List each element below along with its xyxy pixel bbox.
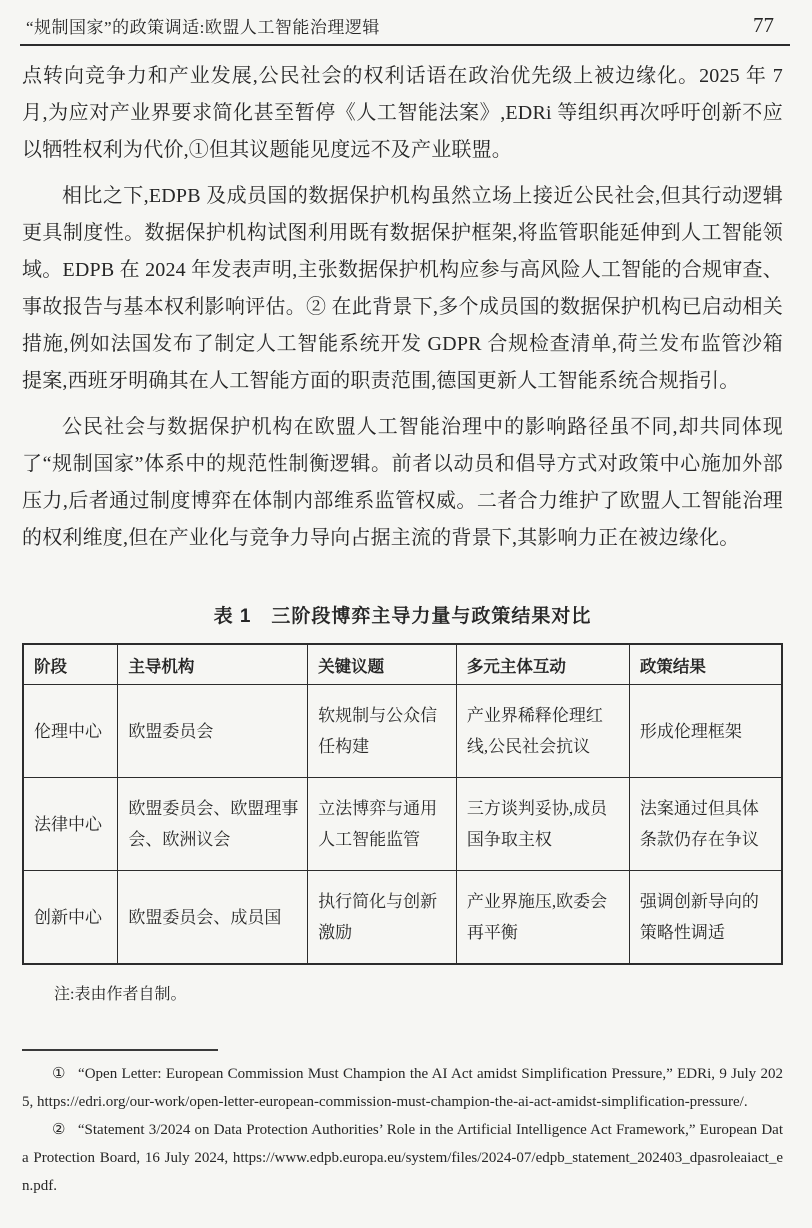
running-head: [20, 0, 790, 46]
column-header: 阶段: [23, 644, 118, 685]
table-cell: 产业界稀释伦理红线,公民社会抗议: [456, 685, 629, 778]
article-body: [0, 46, 812, 557]
paragraph: 相比之下,EDPB 及成员国的数据保护机构虽然立场上接近公民社会,但其行动逻辑更具制度性。数据保护机构试图利用既有数据保护框架,将监管职能延伸到人工智能领域。EDPB 在 2024 年发表声明,主张数据保护机构应参与高风险人工智能的合规审查、事故报告与基本权利影响评估。② 在此背景下,多个成员国的数据保护机构已启动相关措施,例如法国发布了制定人工智能系统开发 GDPR 合规检查清单,荷兰发布监管沙箱提案,西班牙明确其在人工智能方面的职责范围,德国更新人工智能系统合规指引。: [22, 185, 783, 392]
table-note: 注:表由作者自制。: [54, 986, 187, 1003]
footnote: [22, 1116, 783, 1200]
table-block: [0, 601, 812, 1004]
footnote-marker: ①: [52, 1066, 67, 1082]
table-cell: 执行简化与创新激励: [308, 871, 457, 965]
running-head-title: “规制国家”的政策调适:欧盟人工智能治理逻辑: [26, 18, 380, 37]
table-cell: 欧盟委员会、成员国: [118, 871, 308, 965]
table-cell: 欧盟委员会、欧盟理事会、欧洲议会: [118, 778, 308, 871]
column-header: 主导机构: [118, 644, 308, 685]
table-cell: 三方谈判妥协,成员国争取主权: [456, 778, 629, 871]
table-cell: 立法博弈与通用人工智能监管: [308, 778, 457, 871]
table-cell: 强调创新导向的策略性调适: [629, 871, 782, 965]
paragraph: 公民社会与数据保护机构在欧盟人工智能治理中的影响路径虽不同,却共同体现了“规制国家”体系中的规范性制衡逻辑。前者以动员和倡导方式对政策中心施加外部压力,后者通过制度博弈在体制内部维系监管权威。二者合力维护了欧盟人工智能治理的权利维度,但在产业化与竞争力导向占据主流的背景下,其影响力正在被边缘化。: [22, 416, 783, 549]
footnote: [22, 1060, 783, 1116]
table-cell: 伦理中心: [23, 685, 118, 778]
table-cell: 欧盟委员会: [118, 685, 308, 778]
table-header-row: [23, 644, 782, 685]
table-cell: 创新中心: [23, 871, 118, 965]
paragraph-continuation: 点转向竞争力和产业发展,公民社会的权利话语在政治优先级上被边缘化。2025 年 7 月,为应对产业界要求简化甚至暂停《人工智能法案》,EDRi 等组织再次呼吁创新不应以牺牲权利为代价,①但其议题能见度远不及产业联盟。: [22, 65, 783, 161]
column-header: 关键议题: [308, 644, 457, 685]
table-row: [23, 778, 782, 871]
footnotes-section: [22, 1049, 783, 1200]
table-cell: 形成伦理框架: [629, 685, 782, 778]
table-row: [23, 871, 782, 965]
table-caption: 表 1 三阶段博弈主导力量与政策结果对比: [213, 606, 592, 627]
column-header: 多元主体互动: [456, 644, 629, 685]
table-cell: 法律中心: [23, 778, 118, 871]
page-number: 77: [753, 13, 774, 37]
column-header: 政策结果: [629, 644, 782, 685]
footnote-marker: ②: [52, 1122, 66, 1138]
footnote-text: “Open Letter: European Commission Must Champion the AI Act amidst Simplification Pressure,” EDRi, 9 July 2025, https://edri.org/our-work/open-letter-european-commission-must-champion-the-ai-act-amidst-simplification-pressure/.: [22, 1066, 784, 1110]
comparison-table: [22, 643, 783, 965]
table-cell: 法案通过但具体条款仍存在争议: [629, 778, 782, 871]
table-cell: 产业界施压,欧委会再平衡: [456, 871, 629, 965]
footnote-divider: [22, 1049, 218, 1051]
table-row: [23, 685, 782, 778]
table-cell: 软规制与公众信任构建: [308, 685, 457, 778]
footnote-text: “Statement 3/2024 on Data Protection Authorities’ Role in the Artificial Intelligence Act Framework,” European Data Protection Board, 16 July 2024, https://www.edpb.europa.eu/system/files/2024-07/edpb_statement_202403_dpasroleaiact_en.pdf.: [22, 1122, 783, 1194]
